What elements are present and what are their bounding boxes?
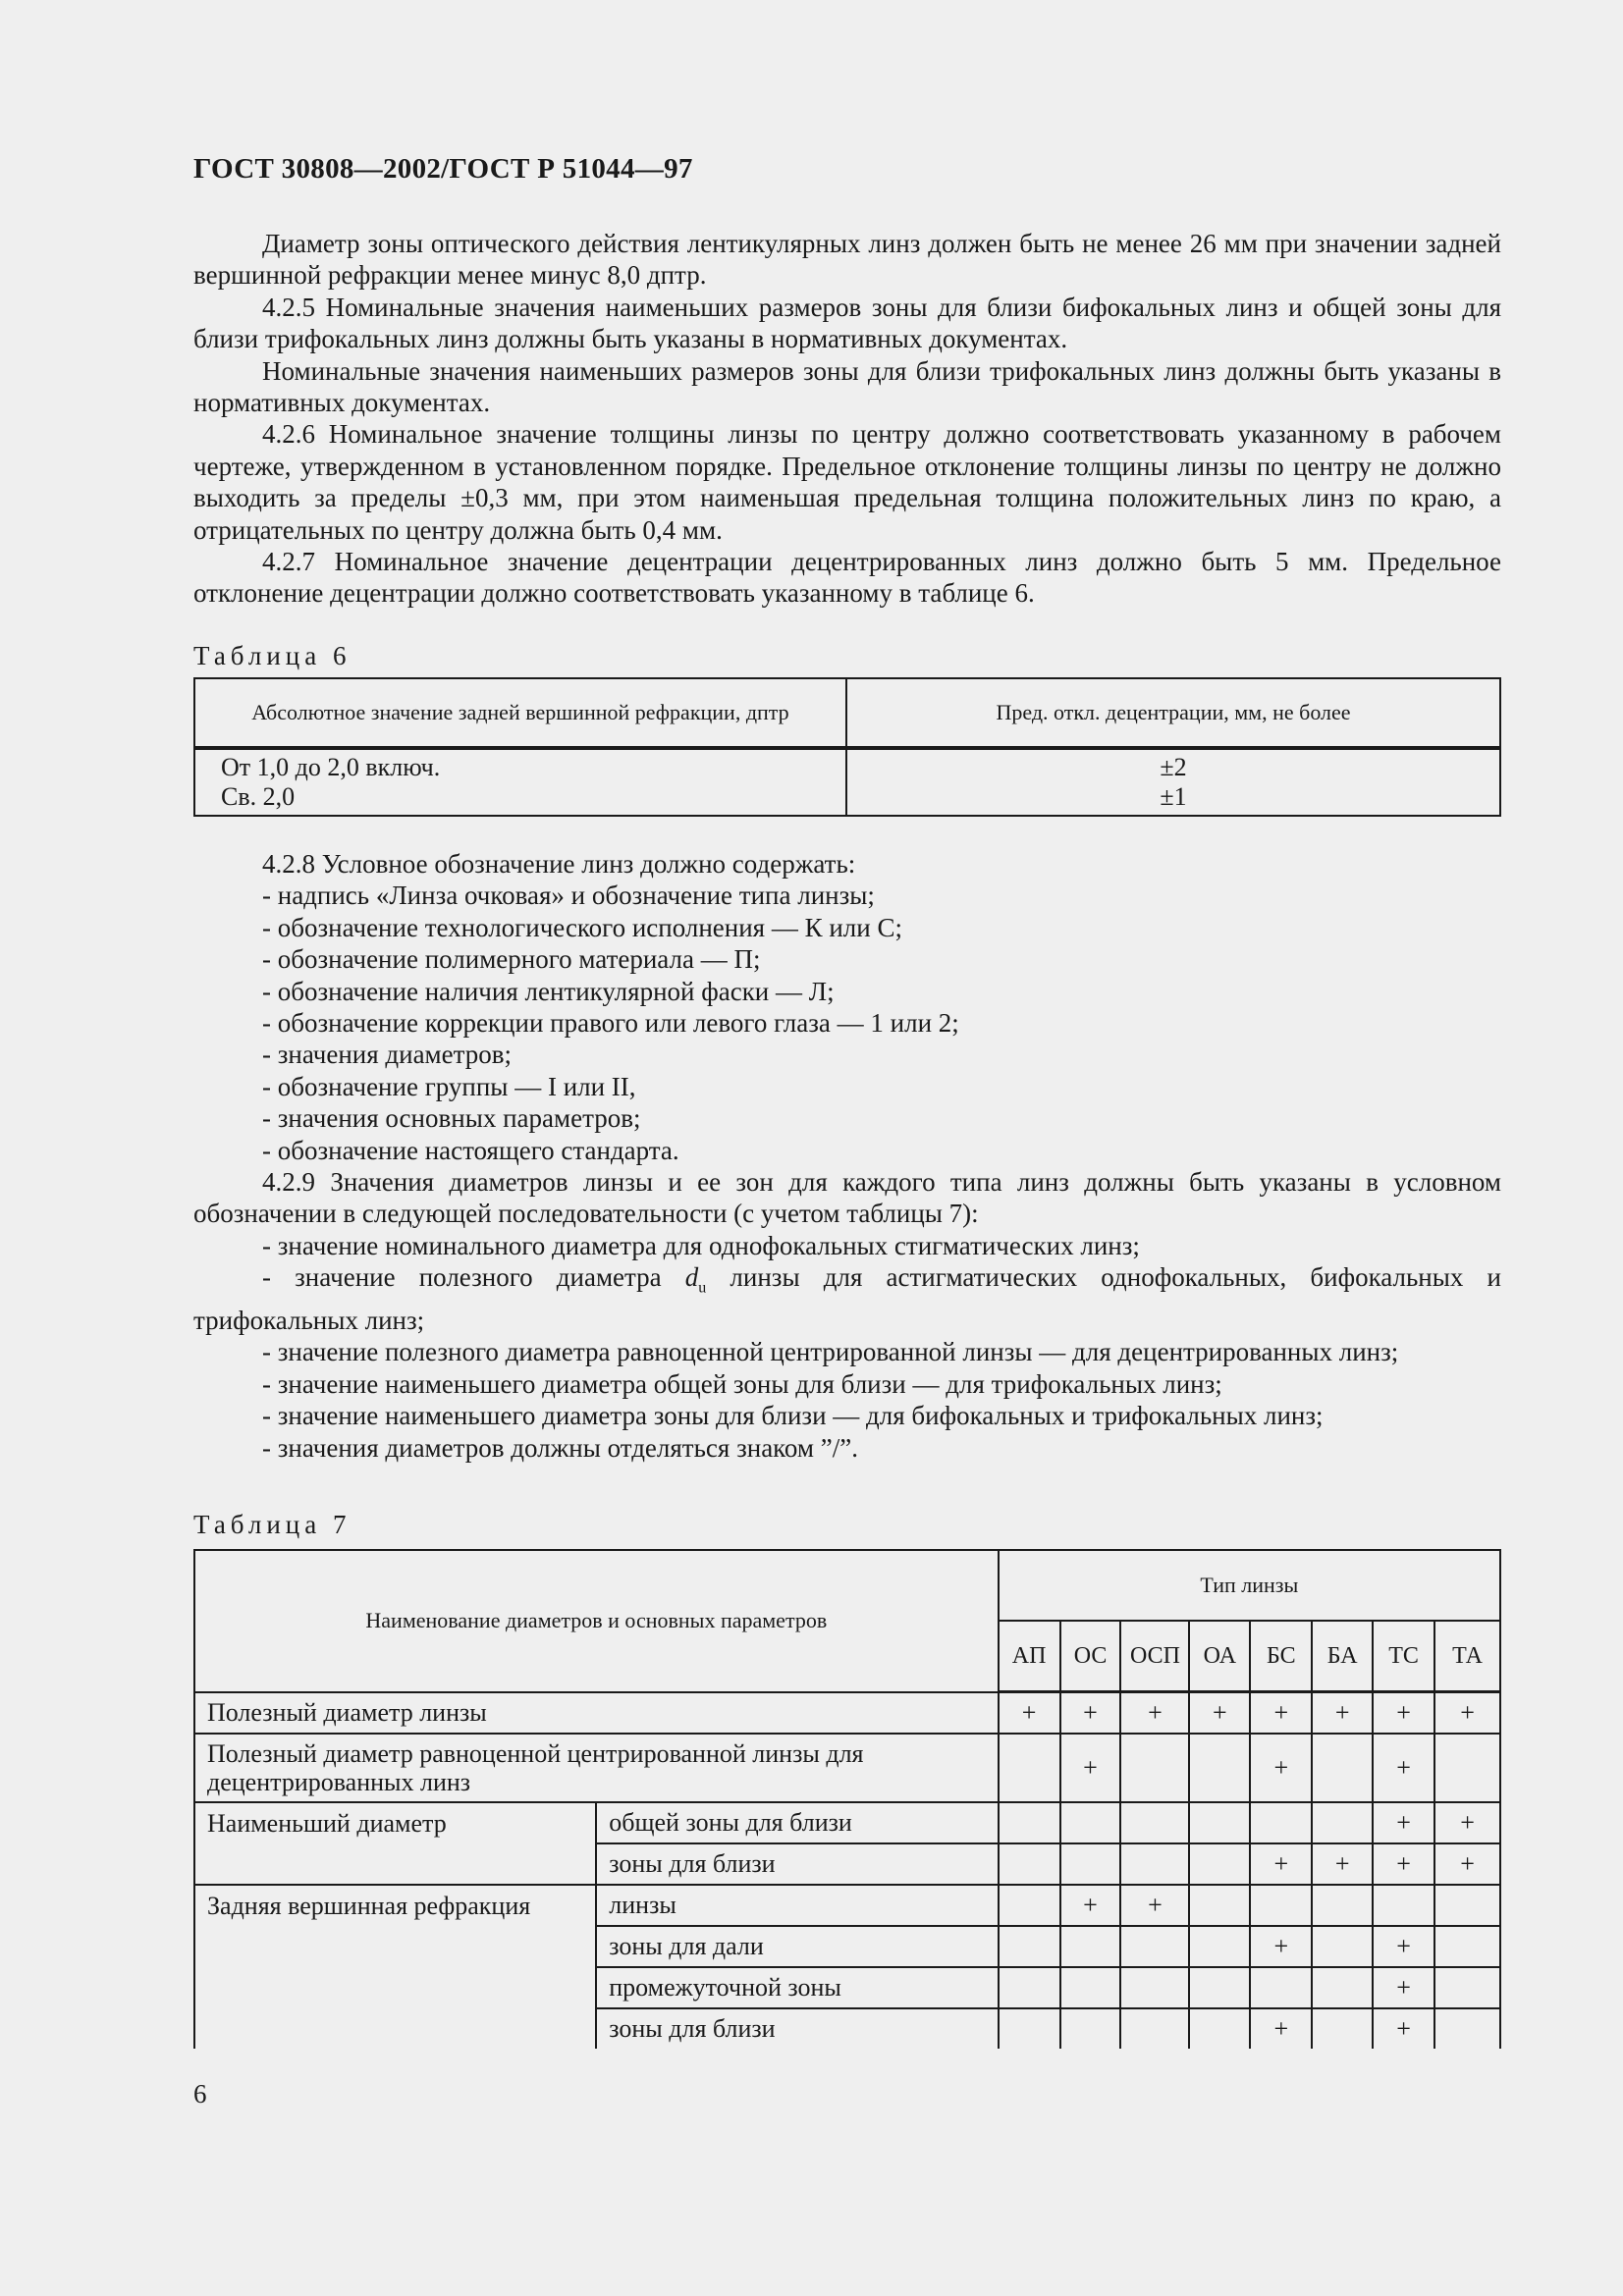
- empty-cell: [1120, 1926, 1189, 1967]
- table7-header-name: Наименование диаметров и основных параметров: [194, 1550, 999, 1692]
- empty-cell: [1189, 1885, 1250, 1926]
- list-item: - значения диаметров;: [262, 1040, 513, 1070]
- type-header: АП: [999, 1621, 1060, 1692]
- page-number: 6: [193, 2079, 207, 2109]
- empty-cell: [1312, 1967, 1373, 2008]
- table-row: [194, 1885, 1500, 1926]
- paragraph-4-2-6: 4.2.6 Номинальное значение толщины линзы по центру должно соответствовать указанному в рабочем чертеже, утвержденном в установленном порядке. Предельное отклонение толщины линзы по центру не должно выходить за пределы ±0,3 мм, при этом наименьшая предельная толщина положительных линз по краю, а отрицательных по центру должна быть 0,4 мм.: [193, 419, 1501, 545]
- empty-cell: [1060, 2008, 1121, 2049]
- plus-mark: +: [1060, 1734, 1121, 1802]
- type-header: ОС: [1060, 1621, 1121, 1692]
- empty-cell: [1120, 2008, 1189, 2049]
- list-item: - значение полезного диаметра равноценной центрированной линзы — для децентрированных линз;: [262, 1337, 1399, 1367]
- list-item: - обозначение коррекции правого или левого глаза — 1 или 2;: [262, 1008, 959, 1039]
- list-item: - обозначение наличия лентикулярной фаски — Л;: [262, 976, 835, 1006]
- table-7: [193, 1549, 1501, 2049]
- table6-row1-value: ±2: [1160, 753, 1187, 781]
- diameter-subscript: u: [698, 1279, 707, 1297]
- empty-cell: [999, 1885, 1060, 1926]
- table-row: [194, 1692, 1500, 1735]
- empty-cell: [1312, 2008, 1373, 2049]
- empty-cell: [1189, 1926, 1250, 1967]
- empty-cell: [1312, 1885, 1373, 1926]
- body-text-top: [193, 228, 1501, 610]
- table6-row2-range: Св. 2,0: [221, 782, 296, 811]
- plus-mark: +: [1060, 1692, 1121, 1735]
- table6-caption: Таблица 6: [193, 641, 352, 670]
- table-row: [194, 748, 1500, 816]
- plus-mark: +: [1373, 1802, 1434, 1843]
- row-label: общей зоны для близи: [596, 1802, 998, 1843]
- row-label: зоны для близи: [596, 1843, 998, 1885]
- document-header: ГОСТ 30808—2002/ГОСТ Р 51044—97: [193, 153, 693, 185]
- table7-header-type: Тип линзы: [999, 1550, 1500, 1621]
- table-row: [194, 1802, 1500, 1843]
- list-item: - обозначение технологического исполнения — К или С;: [262, 912, 902, 942]
- empty-cell: [1120, 1967, 1189, 2008]
- list-item: - обозначение полимерного материала — П;: [262, 944, 761, 975]
- table-header-row: [194, 1550, 1500, 1621]
- empty-cell: [1312, 1802, 1373, 1843]
- empty-cell: [1060, 1967, 1121, 2008]
- list-item: - надпись «Линза очковая» и обозначение типа линзы;: [262, 881, 875, 911]
- plus-mark: +: [1060, 1885, 1121, 1926]
- table6-col1-header: Абсолютное значение задней вершинной рефракции, дптр: [194, 678, 846, 748]
- plus-mark: +: [1373, 2008, 1434, 2049]
- plus-mark: +: [1250, 1843, 1312, 1885]
- plus-mark: +: [1312, 1843, 1373, 1885]
- empty-cell: [1189, 1843, 1250, 1885]
- row-label: зоны для близи: [596, 2008, 998, 2049]
- empty-cell: [1434, 1967, 1500, 2008]
- table6-row1-range: От 1,0 до 2,0 включ.: [221, 753, 441, 781]
- plus-mark: +: [1312, 1692, 1373, 1735]
- empty-cell: [1189, 1734, 1250, 1802]
- empty-cell: [1189, 1802, 1250, 1843]
- type-header: БС: [1250, 1621, 1312, 1692]
- group-label: Наименьший диаметр: [194, 1802, 596, 1885]
- table6-row2-value: ±1: [1160, 782, 1187, 811]
- empty-cell: [1189, 1967, 1250, 2008]
- paragraph: Номинальные значения наименьших размеров зоны для близи трифокальных линз должны быть указаны в нормативных документах.: [193, 355, 1501, 418]
- list-item: - значение номинального диаметра для однофокальных стигматических линз;: [262, 1230, 1140, 1260]
- plus-mark: +: [1434, 1692, 1500, 1735]
- group-label: Задняя вершинная рефракция: [194, 1885, 596, 2049]
- plus-mark: +: [1189, 1692, 1250, 1735]
- paragraph-4-2-7: 4.2.7 Номинальное значение децентрации децентрированных линз должно быть 5 мм. Предельное отклонение децентрации должно соответствовать указанному в таблице 6.: [193, 547, 1501, 609]
- paragraph-4-2-8: 4.2.8 Условное обозначение линз должно содержать:: [262, 849, 856, 879]
- plus-mark: +: [1250, 2008, 1312, 2049]
- empty-cell: [1120, 1802, 1189, 1843]
- empty-cell: [1434, 1734, 1500, 1802]
- plus-mark: +: [1250, 1926, 1312, 1967]
- type-header: ОА: [1189, 1621, 1250, 1692]
- type-header: ОСП: [1120, 1621, 1189, 1692]
- plus-mark: +: [1373, 1926, 1434, 1967]
- list-item: [193, 1261, 1501, 1336]
- empty-cell: [1060, 1843, 1121, 1885]
- plus-mark: +: [1373, 1967, 1434, 2008]
- row-label: промежуточной зоны: [596, 1967, 998, 2008]
- empty-cell: [1189, 2008, 1250, 2049]
- row-label: Полезный диаметр равноценной центрированной линзы для децентрированных линз: [194, 1734, 999, 1802]
- empty-cell: [1060, 1802, 1121, 1843]
- empty-cell: [999, 1843, 1060, 1885]
- empty-cell: [1373, 1885, 1434, 1926]
- empty-cell: [1120, 1843, 1189, 1885]
- list-item: - значения основных параметров;: [262, 1103, 641, 1134]
- plus-mark: +: [1373, 1734, 1434, 1802]
- empty-cell: [1120, 1734, 1189, 1802]
- empty-cell: [1250, 1885, 1312, 1926]
- table-6: [193, 677, 1501, 817]
- empty-cell: [1312, 1926, 1373, 1967]
- body-text-middle: [193, 848, 1501, 1464]
- type-header: ТС: [1373, 1621, 1434, 1692]
- list-item: - значение наименьшего диаметра зоны для близи — для бифокальных и трифокальных линз;: [262, 1401, 1324, 1431]
- type-header: БА: [1312, 1621, 1373, 1692]
- plus-mark: +: [999, 1692, 1060, 1735]
- plus-mark: +: [1434, 1843, 1500, 1885]
- table6-values-cell: [846, 748, 1500, 816]
- empty-cell: [1250, 1967, 1312, 2008]
- list-item: - значения диаметров должны отделяться знаком ”/”.: [262, 1432, 858, 1463]
- table6-ranges-cell: [194, 748, 846, 816]
- paragraph-4-2-9: 4.2.9 Значения диаметров линзы и ее зон для каждого типа линз должны быть указаны в условном обозначении в следующей последовательности (с учетом таблицы 7):: [193, 1167, 1501, 1229]
- row-label: Полезный диаметр линзы: [194, 1692, 999, 1735]
- table6-col2-header: Пред. откл. децентрации, мм, не более: [846, 678, 1500, 748]
- empty-cell: [1250, 1802, 1312, 1843]
- plus-mark: +: [1250, 1692, 1312, 1735]
- paragraph-4-2-5: 4.2.5 Номинальные значения наименьших размеров зоны для близи бифокальных линз и общей зоны для близи трифокальных линз должны быть указаны в нормативных документах.: [193, 292, 1501, 354]
- row-label: зоны для дали: [596, 1926, 998, 1967]
- plus-mark: +: [1120, 1692, 1189, 1735]
- empty-cell: [1434, 2008, 1500, 2049]
- list-item: - обозначение настоящего стандарта.: [262, 1135, 679, 1165]
- list-item: - значение наименьшего диаметра общей зоны для близи — для трифокальных линз;: [262, 1368, 1222, 1399]
- empty-cell: [1434, 1926, 1500, 1967]
- plus-mark: +: [1434, 1802, 1500, 1843]
- empty-cell: [999, 1802, 1060, 1843]
- empty-cell: [1312, 1734, 1373, 1802]
- empty-cell: [1060, 1926, 1121, 1967]
- table7-caption: Таблица 7: [193, 1510, 352, 1539]
- list-item-text: линзы для астигматических однофокальных, бифокальных и трифокальных линз;: [193, 1262, 1501, 1336]
- table-row: [194, 1734, 1500, 1802]
- empty-cell: [999, 2008, 1060, 2049]
- plus-mark: +: [1373, 1843, 1434, 1885]
- empty-cell: [999, 1734, 1060, 1802]
- list-item: - обозначение группы — I или II,: [262, 1071, 636, 1101]
- table-header-row: [194, 678, 1500, 748]
- plus-mark: +: [1120, 1885, 1189, 1926]
- type-header: ТА: [1434, 1621, 1500, 1692]
- list-item-text: - значение полезного диаметра: [262, 1262, 685, 1293]
- empty-cell: [999, 1967, 1060, 2008]
- diameter-symbol: d: [684, 1262, 699, 1293]
- empty-cell: [999, 1926, 1060, 1967]
- plus-mark: +: [1373, 1692, 1434, 1735]
- plus-mark: +: [1250, 1734, 1312, 1802]
- row-label: линзы: [596, 1885, 998, 1926]
- paragraph: Диаметр зоны оптического действия лентикулярных линз должен быть не менее 26 мм при значении задней вершинной рефракции менее минус 8,0 дптр.: [193, 229, 1501, 291]
- empty-cell: [1434, 1885, 1500, 1926]
